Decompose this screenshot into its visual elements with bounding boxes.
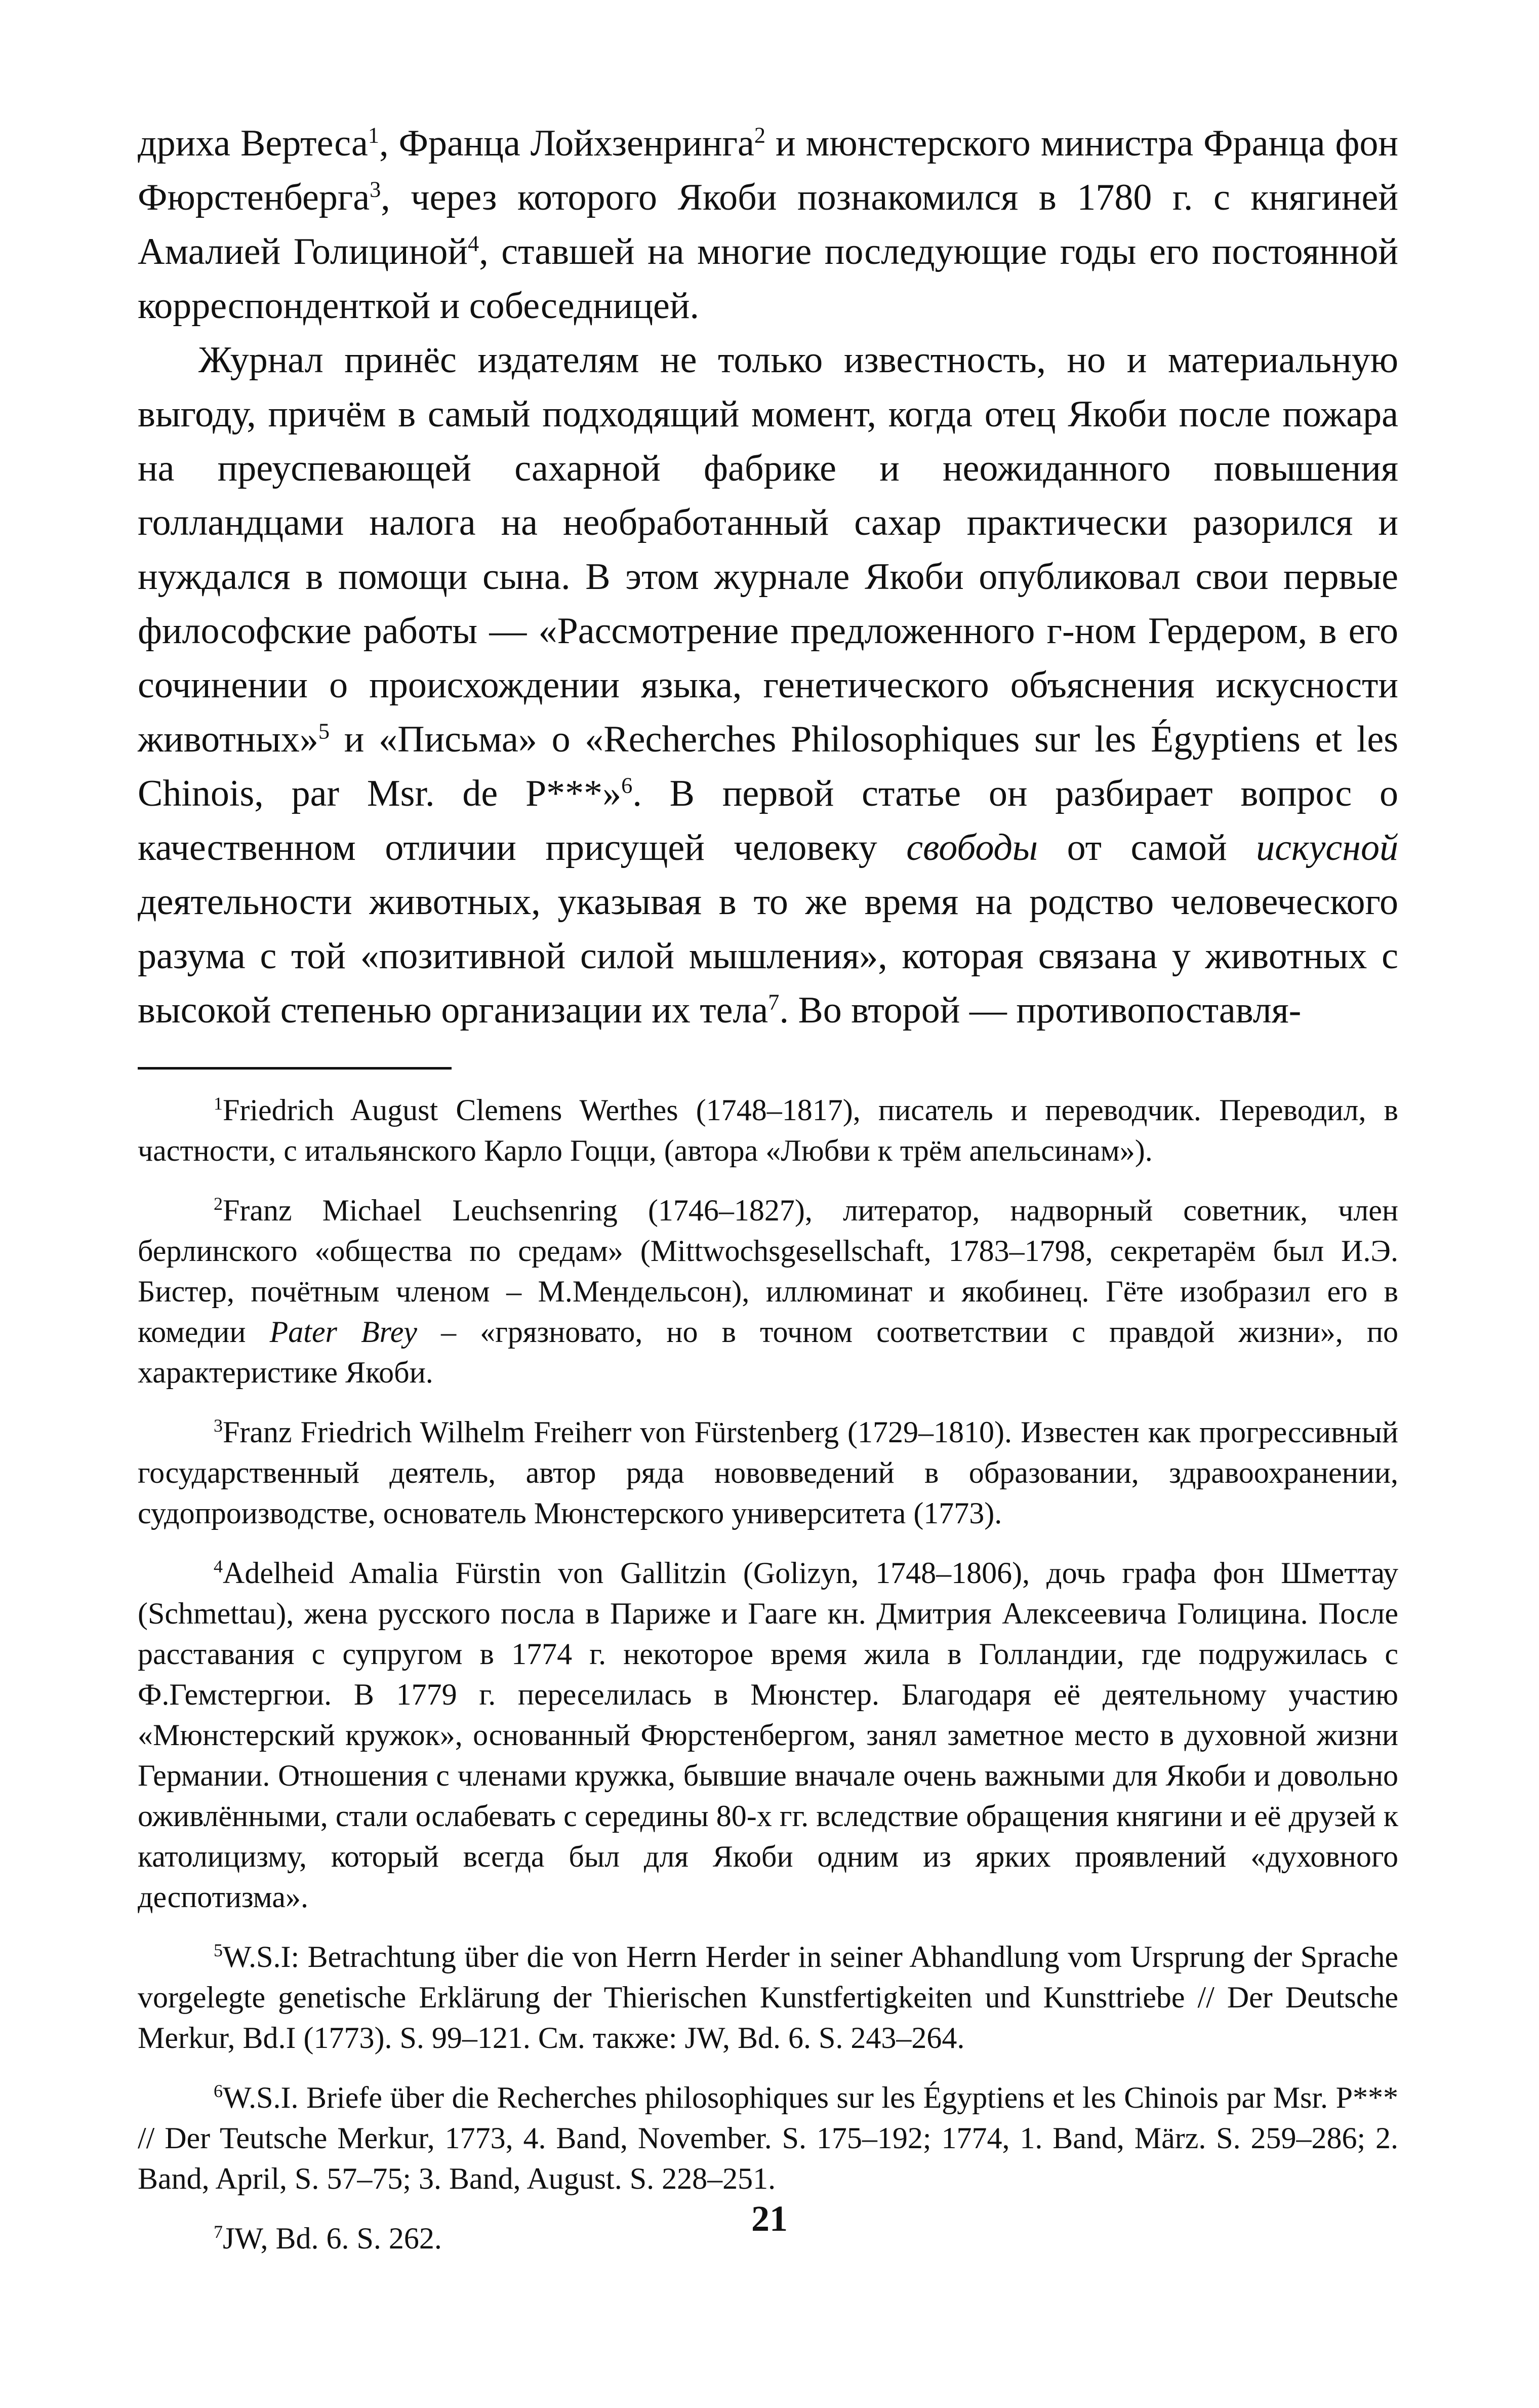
- text-run: , ставшей на многие последующие годы его постоянной корреспонденткой и собеседницей.: [138, 231, 1398, 327]
- footnote-number: 4: [214, 1556, 223, 1576]
- footnote-number: 3: [214, 1415, 223, 1436]
- text-run: от самой: [1038, 827, 1257, 869]
- footnote-number: 1: [214, 1093, 223, 1114]
- footnote-ref-3[interactable]: 3: [370, 176, 381, 202]
- footnote-text: Friedrich August Clemens Werthes (1748–1817), писатель и переводчик. Переводил, в частности, с итальянского Карло Гоцци, (автора «Любви к трём апельсинам»).: [138, 1093, 1398, 1167]
- emphasis-svobody: свободы: [906, 827, 1038, 869]
- footnote-ref-6[interactable]: 6: [621, 772, 633, 798]
- footnote-ref-5[interactable]: 5: [318, 718, 330, 744]
- text-run: . В первой статье он разбирает вопрос о качественном отличии присущей человеку: [138, 773, 1398, 869]
- footnote-number: 5: [214, 1940, 223, 1960]
- footnote-text: JW, Bd. 6. S. 262.: [223, 2222, 442, 2255]
- footnote-number: 6: [214, 2081, 223, 2101]
- footnote-6: [138, 2077, 1398, 2199]
- text-run: , Франца Лойхзенринга: [379, 123, 754, 164]
- footnote-ref-7[interactable]: 7: [768, 989, 780, 1015]
- emphasis-pater-brey: Pater Brey: [269, 1315, 418, 1349]
- footnote-5: [138, 1937, 1398, 2058]
- page: [138, 116, 1398, 2278]
- footnote-ref-2[interactable]: 2: [754, 122, 766, 148]
- footnote-number: 7: [214, 2222, 223, 2242]
- text-run: дриха Вертеса: [138, 123, 368, 164]
- text-run: деятельности животных, указывая в то же время на родство человеческого разума с той «позитивной силой мышления», которая связана у животных с высокой степенью организации их тела: [138, 881, 1398, 1031]
- footnote-text: W.S.I. Briefe über die Recherches philosophiques sur les Égyptiens et les Chinois par Msr. P*** // Der Teutsche Merkur, 1773, 4. Band, November. S. 175–192; 1774, 1. Band, März. S. 259–286; 2. Band, April, S. 57–75; 3. Band, August. S. 228–251.: [138, 2081, 1398, 2195]
- footnote-text: – «грязновато, но в точном соответствии с правдой жизни», по характеристике Якоби.: [138, 1315, 1399, 1389]
- footnote-separator: [138, 1067, 452, 1070]
- footnote-4: [138, 1553, 1398, 1917]
- footnote-number: 2: [214, 1194, 223, 1214]
- footnote-3: [138, 1412, 1398, 1533]
- footnote-ref-1[interactable]: 1: [368, 122, 380, 148]
- footnote-text: Franz Michael Leuchsenring (1746–1827), литератор, надворный советник, член берлинского «общества по средам» (Mittwochsgesellschaft, 1783–1798, секретарём был И.Э. Бистер, почётным членом – М.Мендельсон), иллюминат и якобинец. Гёте изобразил его в комедии: [138, 1194, 1398, 1349]
- text-run: , через которого Якоби познакомился в 1780 г. с княгиней Амалией Голициной: [138, 177, 1398, 272]
- footnote-ref-4[interactable]: 4: [468, 230, 479, 256]
- paragraph-1: [138, 116, 1398, 333]
- footnote-text: W.S.I: Betrachtung über die von Herrn Herder in seiner Abhandlung vom Ursprung der Sprache vorgelegte genetische Erklärung der Thierischen Kunstfertigkeiten und Kunsttriebe // Der Deutsche Merkur, Bd.I (1773). S. 99–121. См. также: JW, Bd. 6. S. 243–264.: [138, 1940, 1398, 2055]
- emphasis-iskusnoy: искусной: [1256, 827, 1398, 869]
- text-run: и «Письма» о «Recherches Philosophiques sur les Égyptiens et les Chinois, par Msr. de P***»: [138, 719, 1398, 814]
- footnotes: [138, 1090, 1398, 2259]
- footnote-text: Franz Friedrich Wilhelm Freiherr von Fürstenberg (1729–1810). Известен как прогрессивный государственный деятель, автор ряда нововведений в образовании, здравоохранении, судопроизводстве, основатель Мюнстерского университета (1773).: [138, 1415, 1398, 1530]
- text-run: и мюнстерского министра Франца фон Фюрстенберга: [138, 123, 1398, 218]
- paragraph-2: [138, 333, 1398, 1038]
- footnote-1: [138, 1090, 1398, 1171]
- main-text: [138, 116, 1398, 1038]
- footnote-2: [138, 1190, 1398, 1393]
- page-number: 21: [751, 2198, 788, 2239]
- footnote-text: Adelheid Amalia Fürstin von Gallitzin (Golizyn, 1748–1806), дочь графа фон Шметтау (Schmettau), жена русского посла в Париже и Гааге кн. Дмитрия Алексеевича Голицина. После расставания с супругом в 1774 г. некоторое время жила в Голландии, где подружилась с Ф.Гемстергюи. В 1779 г. переселилась в Мюнстер. Благодаря её деятельному участию «Мюнстерский кружок», основанный Фюрстенбергом, занял заметное место в духовной жизни Германии. Отношения с членами кружка, бывшие вначале очень важными для Якоби и довольно оживлёнными, стали ослабевать с середины 80-х гг. вследствие обращения княгини и её друзей к католицизму, который всегда был для Якоби одним из ярких проявлений «духовного деспотизма».: [138, 1556, 1398, 1914]
- text-run: Журнал принёс издателям не только известность, но и материальную выгоду, причём в самый подходящий момент, когда отец Якоби после пожара на преуспевающей сахарной фабрике и неожиданного повышения голландцами налога на необработанный сахар практически разорился и нуждался в помощи сына. В этом журнале Якоби опубликовал свои первые философские работы — «Рассмотрение предложенного г-ном Гердером, в его сочинении о происхождении языка, генетического объяснения искусности животных»: [138, 339, 1398, 760]
- text-run: . Во второй — противопоставля-: [779, 990, 1302, 1031]
